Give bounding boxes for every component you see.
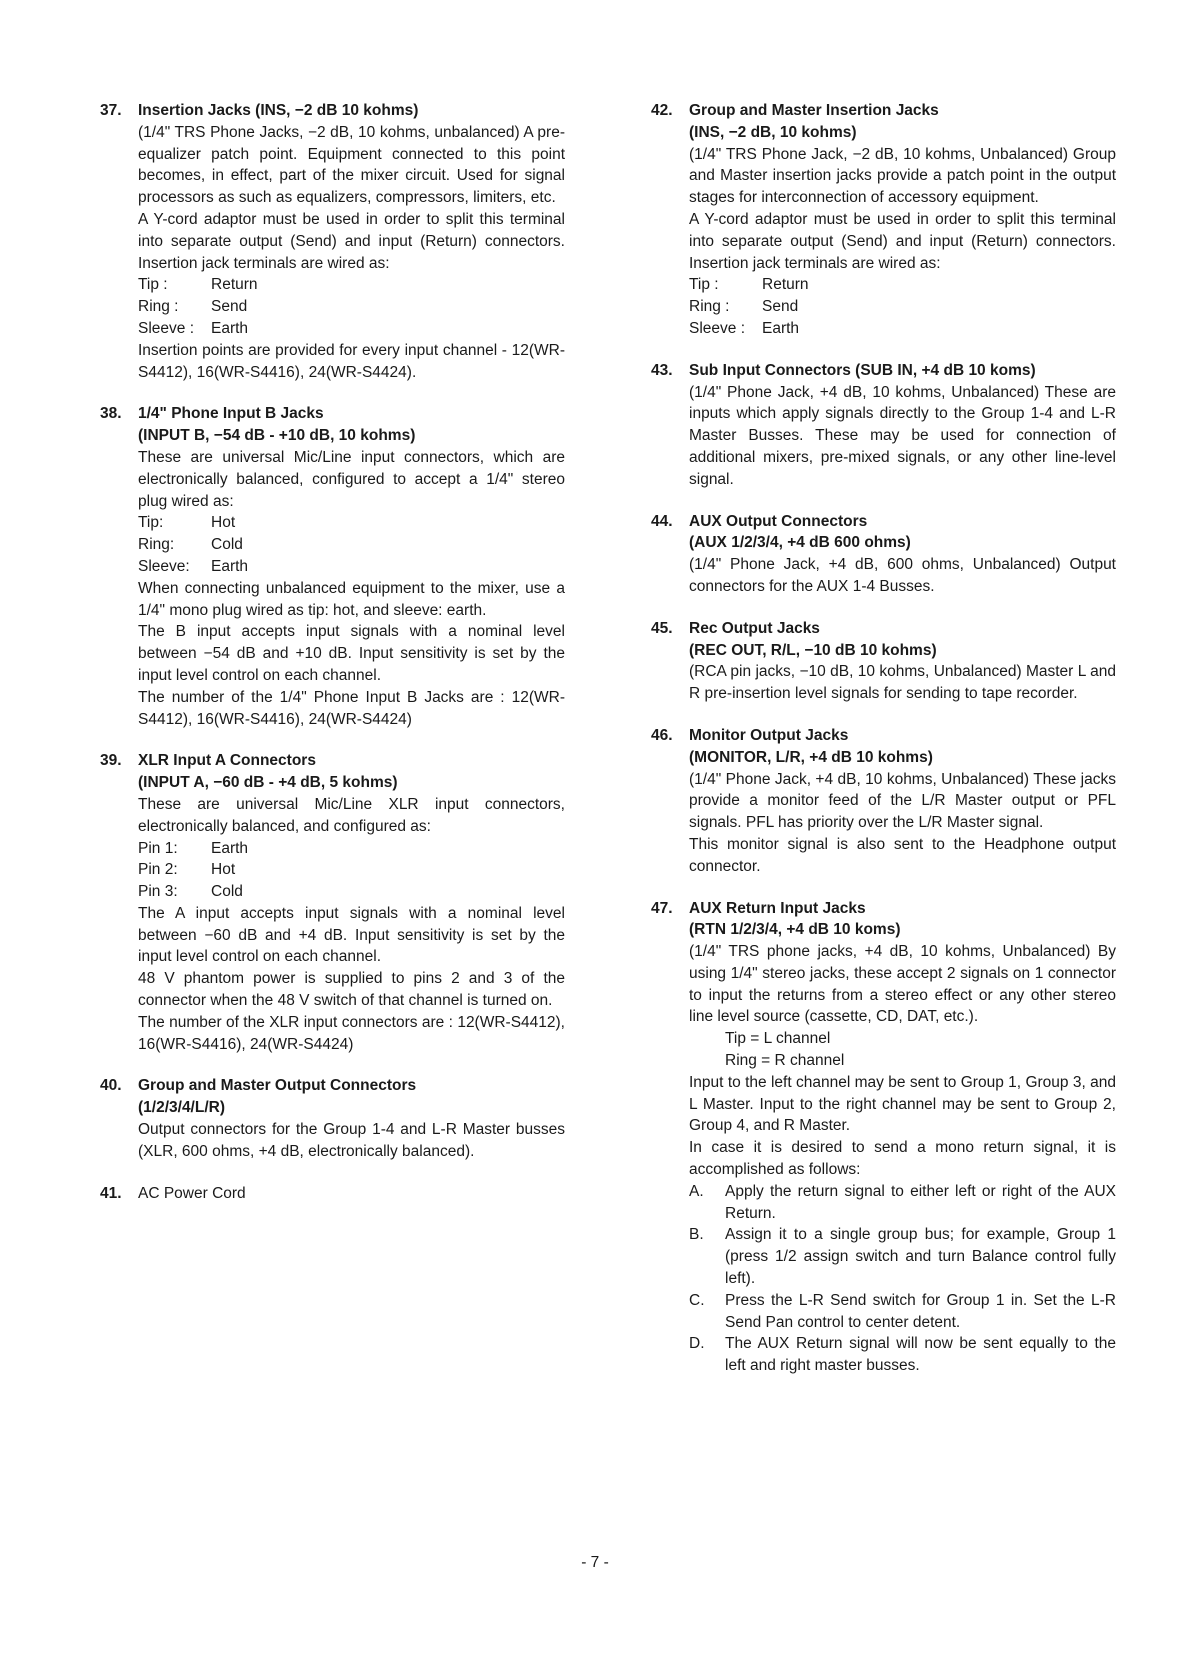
section-39 <box>100 750 565 1055</box>
section-number: 44. <box>651 512 673 530</box>
list-marker: A. <box>689 1182 704 1200</box>
section-subtitle: (AUX 1/2/3/4, +4 dB 600 ohms) <box>689 534 911 552</box>
wiring-key: Sleeve : <box>689 319 746 337</box>
paragraph: The number of the 1/4" Phone Input B Jacks are : 12(WR-S4412), 16(WR-S4416), 24(WR-S4424) <box>138 688 565 728</box>
wiring-row <box>689 274 1116 296</box>
page-number: - 7 - <box>581 1554 609 1571</box>
section-subtitle: (RTN 1/2/3/4, +4 dB 10 koms) <box>689 921 901 939</box>
wiring-value: Earth <box>211 839 249 857</box>
section-number: 46. <box>651 726 673 744</box>
paragraph: (1/4" TRS Phone Jacks, −2 dB, 10 kohms, unbalanced) A pre-equalizer patch point. Equipment connected to this point becomes, in effect, part of the mixer circuit. Used for signal processors as such as equalizers, compressors, limiters, etc. <box>138 123 565 207</box>
section-title: Monitor Output Jacks <box>689 726 849 744</box>
list-text: Press the L-R Send switch for Group 1 in. Set the L-R Send Pan control to center detent. <box>725 1291 1116 1331</box>
wiring-key: Ring : <box>689 298 730 316</box>
wiring-key: Tip : <box>689 276 719 294</box>
section-42 <box>651 100 1116 340</box>
paragraph: Input to the left channel may be sent to Group 1, Group 3, and L Master. Input to the right channel may be sent to Group 2, Group 4, and R Master. <box>689 1073 1116 1135</box>
paragraph: The B input accepts input signals with a nominal level between −54 dB and +10 dB. Input sensitivity is set by the input level control on each channel. <box>138 623 565 684</box>
list-marker: B. <box>689 1226 704 1244</box>
paragraph: Insertion points are provided for every input channel - 12(WR-S4412), 16(WR-S4416), 24(WR-S4424). <box>138 341 565 381</box>
paragraph: Output connectors for the Group 1-4 and L-R Master busses (XLR, 600 ohms, +4 dB, electronically balanced). <box>138 1121 565 1160</box>
wiring-row <box>689 318 1116 340</box>
section-title: AUX Output Connectors <box>689 512 868 530</box>
section-number: 38. <box>100 405 122 423</box>
wiring-row <box>138 859 565 881</box>
channel-line: Ring = R channel <box>725 1052 845 1070</box>
section-41 <box>100 1183 565 1205</box>
section-number: 47. <box>651 899 673 917</box>
left-column <box>100 100 565 1224</box>
wiring-key: Pin 2: <box>138 861 178 879</box>
paragraph: The A input accepts input signals with a nominal level between −60 dB and +4 dB. Input sensitivity is set by the input level control on each channel. <box>138 904 565 966</box>
wiring-key: Ring : <box>138 298 179 316</box>
paragraph: 48 V phantom power is supplied to pins 2 and 3 of the connector when the 48 V switch of that channel is turned on. <box>138 970 565 1010</box>
section-title: Insertion Jacks (INS, −2 dB 10 kohms) <box>138 102 419 119</box>
section-number: 39. <box>100 752 122 770</box>
paragraph: The number of the XLR input connectors are : 12(WR-S4412), 16(WR-S4416), 24(WR-S4424) <box>138 1013 565 1053</box>
wiring-row <box>138 881 565 903</box>
section-number: 45. <box>651 619 673 637</box>
paragraph: (1/4" Phone Jack, +4 dB, 10 kohms, Unbalanced) These are inputs which apply signals directly to the Group 1-4 and L-R Master Busses. These may be used for connection of additional mixers, pre-mixed signals, or any other line-level signal. <box>689 383 1116 488</box>
section-37 <box>100 100 565 383</box>
paragraph: A Y-cord adaptor must be used in order to split this terminal into separate output (Send) and input (Return) connectors. Insertion jack terminals are wired as: <box>138 210 565 272</box>
paragraph: This monitor signal is also sent to the Headphone output connector. <box>689 835 1116 875</box>
wiring-value: Earth <box>762 319 800 337</box>
wiring-row <box>138 274 565 296</box>
section-subtitle: (1/2/3/4/L/R) <box>138 1099 225 1117</box>
wiring-key: Pin 1: <box>138 839 178 857</box>
section-44 <box>651 511 1116 598</box>
list-item <box>689 1181 1116 1225</box>
paragraph: (1/4" TRS phone jacks, +4 dB, 10 kohms, Unbalanced) By using 1/4" stereo jacks, these accept 2 signals on 1 connector to input the returns from a stereo effect or any other stereo line level source (cassette, CD, DAT, etc.). <box>689 943 1116 1026</box>
paragraph: (1/4" TRS Phone Jack, −2 dB, 10 kohms, Unbalanced) Group and Master insertion jacks provide a patch point in the output stages for interconnection of accessory equipment. <box>689 145 1116 207</box>
wiring-value: Return <box>762 276 809 294</box>
wiring-row <box>689 296 1116 318</box>
section-number: 40. <box>100 1077 122 1095</box>
section-title: 1/4" Phone Input B Jacks <box>138 405 324 423</box>
wiring-key: Ring: <box>138 536 175 554</box>
wiring-value: Cold <box>211 536 243 554</box>
section-38 <box>100 403 565 730</box>
wiring-key: Pin 3: <box>138 883 178 901</box>
wiring-value: Cold <box>211 883 243 901</box>
section-subtitle: (MONITOR, L/R, +4 dB 10 kohms) <box>689 748 933 766</box>
wiring-row <box>138 318 565 340</box>
section-46 <box>651 725 1116 878</box>
section-subtitle: (INPUT B, −54 dB - +10 dB, 10 kohms) <box>138 427 416 445</box>
wiring-key: Sleeve : <box>138 319 195 337</box>
list-marker: D. <box>689 1335 705 1353</box>
section-title: AUX Return Input Jacks <box>689 899 866 917</box>
list-item <box>689 1224 1116 1289</box>
section-title: AC Power Cord <box>138 1184 246 1202</box>
section-number: 41. <box>100 1184 122 1202</box>
paragraph: These are universal Mic/Line XLR input connectors, electronically balanced, and configured as: <box>138 795 565 835</box>
paragraph: (1/4" Phone Jack, +4 dB, 600 ohms, Unbalanced) Output connectors for the AUX 1-4 Busses. <box>689 556 1116 595</box>
section-title: XLR Input A Connectors <box>138 752 316 770</box>
wiring-row <box>138 296 565 318</box>
wiring-key: Tip : <box>138 276 168 294</box>
paragraph: These are universal Mic/Line input connectors, which are electronically balanced, configured to accept a 1/4" stereo plug wired as: <box>138 448 565 510</box>
list-marker: C. <box>689 1291 705 1309</box>
section-title: Sub Input Connectors (SUB IN, +4 dB 10 koms) <box>689 361 1036 379</box>
section-43 <box>651 360 1116 491</box>
wiring-value: Send <box>762 298 799 316</box>
wiring-value: Earth <box>211 557 249 575</box>
wiring-row <box>138 534 565 556</box>
paragraph: When connecting unbalanced equipment to the mixer, use a 1/4" mono plug wired as tip: hot, and sleeve: earth. <box>138 579 565 619</box>
list-text: Assign it to a single group bus; for example, Group 1 (press 1/2 assign switch and turn Balance control fully left). <box>725 1226 1116 1288</box>
section-title: Rec Output Jacks <box>689 619 820 637</box>
section-title: Group and Master Output Connectors <box>138 1077 417 1095</box>
section-subtitle: (INS, −2 dB, 10 kohms) <box>689 123 857 141</box>
wiring-value: Hot <box>211 514 236 532</box>
paragraph: A Y-cord adaptor must be used in order to split this terminal into separate output (Send) and input (Return) connectors. Insertion jack terminals are wired as: <box>689 210 1116 272</box>
wiring-row <box>138 556 565 578</box>
list-text: Apply the return signal to either left or right of the AUX Return. <box>725 1182 1116 1222</box>
section-subtitle: (REC OUT, R/L, −10 dB 10 kohms) <box>689 641 937 659</box>
section-subtitle: (INPUT A, −60 dB - +4 dB, 5 kohms) <box>138 774 398 792</box>
paragraph: (1/4" Phone Jack, +4 dB, 10 kohms, Unbalanced) These jacks provide a monitor feed of the L/R Master output or PFL signals. PFL has priority over the L/R Master signal. <box>689 770 1116 832</box>
wiring-value: Return <box>211 276 258 294</box>
section-number: 42. <box>651 102 673 119</box>
wiring-value: Earth <box>211 319 249 337</box>
wiring-key: Sleeve: <box>138 557 190 575</box>
section-40 <box>100 1075 565 1162</box>
right-column <box>651 100 1116 1397</box>
list-item <box>689 1290 1116 1334</box>
channel-line: Tip = L channel <box>725 1030 831 1048</box>
list-text: The AUX Return signal will now be sent equally to the left and right master busses. <box>725 1335 1116 1375</box>
wiring-value: Send <box>211 298 248 316</box>
section-number: 37. <box>100 102 122 119</box>
section-47 <box>651 898 1116 1378</box>
section-title: Group and Master Insertion Jacks <box>689 102 939 119</box>
paragraph: (RCA pin jacks, −10 dB, 10 kohms, Unbalanced) Master L and R pre-insertion level signals for sending to tape recorder. <box>689 663 1116 703</box>
wiring-row <box>138 838 565 860</box>
section-45 <box>651 618 1116 705</box>
paragraph: In case it is desired to send a mono return signal, it is accomplished as follows: <box>689 1139 1116 1179</box>
wiring-key: Tip: <box>138 514 164 532</box>
section-number: 43. <box>651 361 673 379</box>
wiring-value: Hot <box>211 861 236 879</box>
list-item <box>689 1333 1116 1377</box>
wiring-row <box>138 512 565 534</box>
